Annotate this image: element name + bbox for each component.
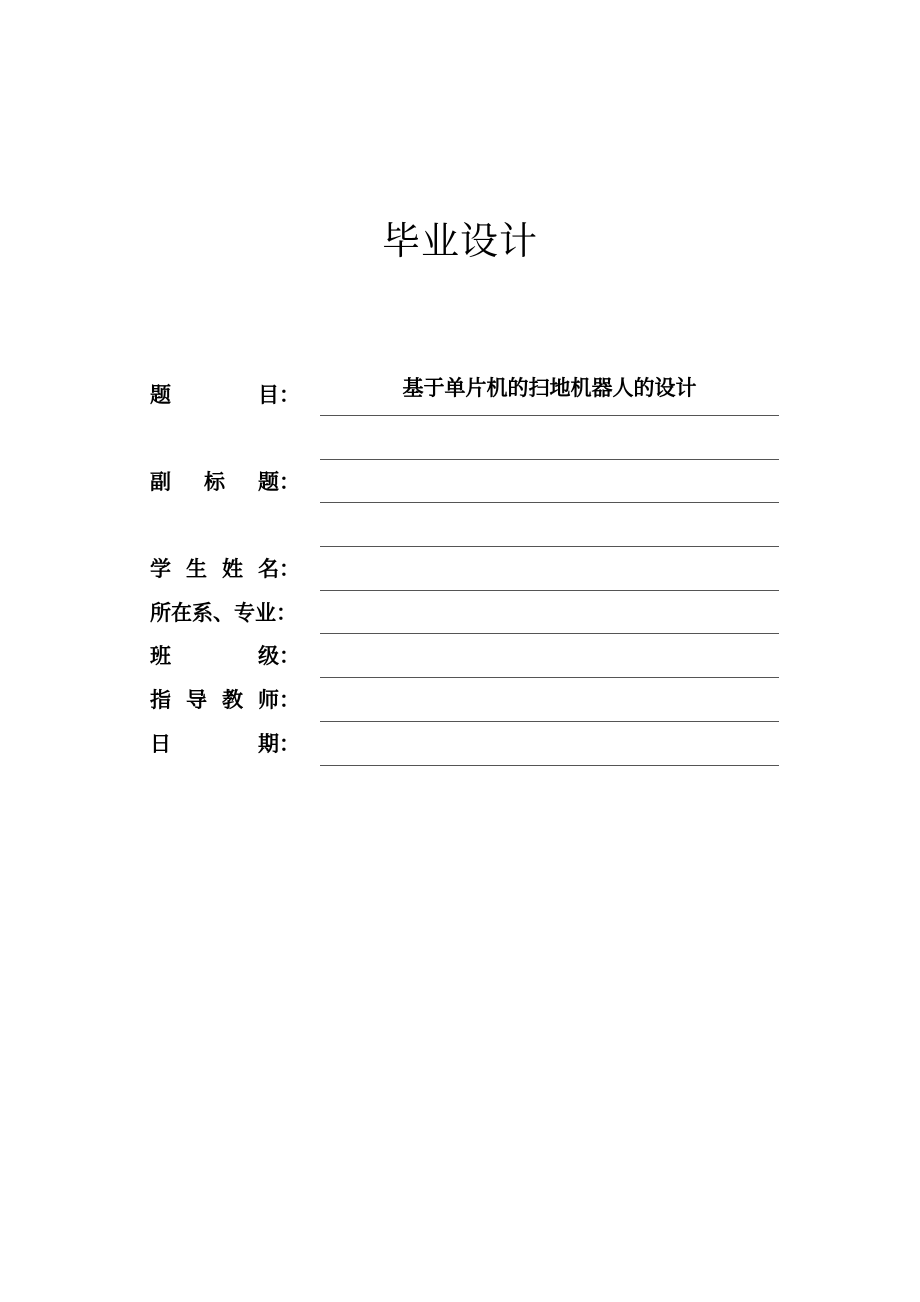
topic-label: 题 目： [150, 383, 300, 407]
topic-rule-2 [320, 459, 779, 460]
date-label: 日 期： [150, 732, 300, 756]
department-rule [320, 633, 779, 634]
class-label: 班 级： [150, 644, 300, 668]
date-rule [320, 765, 779, 766]
subtitle-label: 副 标 题： [150, 470, 300, 494]
class-rule [320, 677, 779, 678]
document-title: 毕业设计 [381, 219, 538, 263]
subtitle-rule [320, 502, 779, 503]
topic-value[interactable]: 基于单片机的扫地机器人的设计 [402, 376, 697, 400]
department-label: 所在系、专业： [150, 601, 297, 625]
subtitle-rule-2 [320, 546, 779, 547]
student-name-rule [320, 590, 779, 591]
advisor-rule [320, 721, 779, 722]
topic-rule [320, 415, 779, 416]
advisor-label: 指 导 教 师： [150, 688, 300, 712]
student-name-label: 学 生 姓 名： [150, 557, 300, 581]
